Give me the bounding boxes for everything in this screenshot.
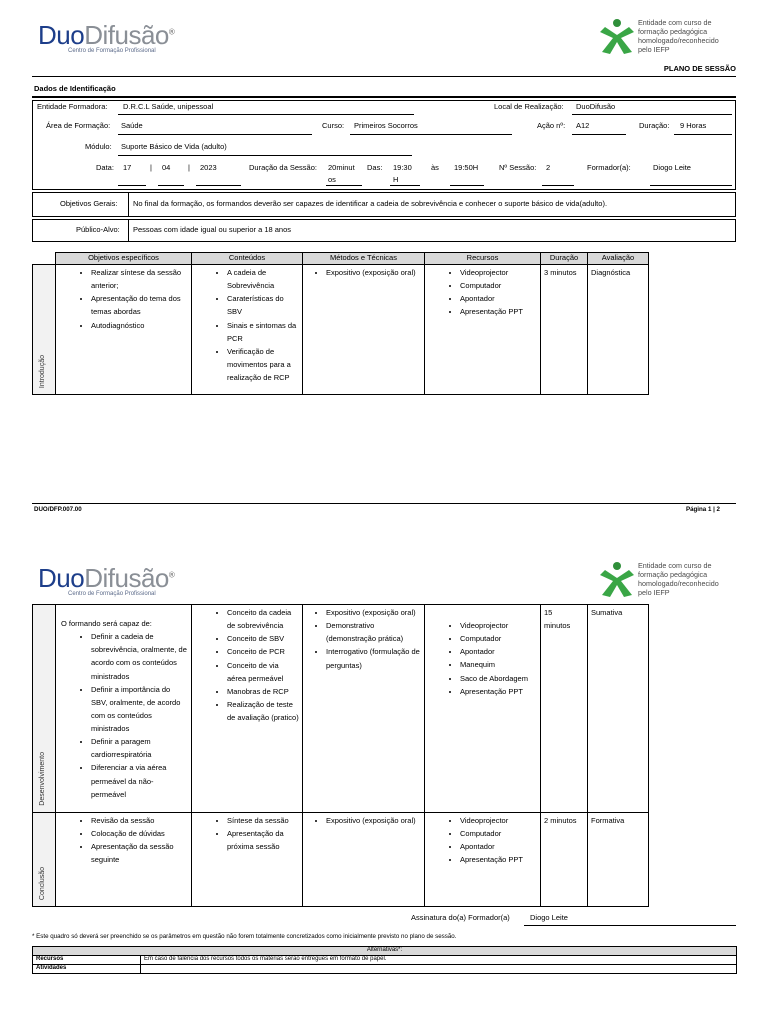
das-value-2: H	[393, 175, 399, 184]
badge-line-1: Entidade com curso de	[638, 561, 712, 570]
publico-value: Pessoas com idade igual ou superior a 18 anos	[133, 225, 292, 234]
logo-word-difusao: Difusão	[84, 20, 169, 50]
list-item: • Conceito de SBV	[227, 632, 299, 645]
list-item: • Conceito de via aérea permeável	[227, 659, 299, 685]
data-year: 2023	[200, 163, 217, 172]
header-conteudos: Conteúdos	[192, 253, 303, 265]
duracao-label: Duração:	[639, 121, 670, 130]
badge-line-3: homologado/reconhecido	[638, 36, 719, 45]
list-item: • Manobras de RCP	[227, 685, 299, 698]
intro-duracao: 3 minutos	[541, 265, 588, 395]
list-item: • Expositivo (exposição oral)	[326, 266, 421, 279]
list-item: • Demonstrativo (demonstração prática)	[326, 619, 421, 645]
header-objetivos: Objetivos específicos	[56, 253, 192, 265]
acao-label: Ação nº:	[537, 121, 566, 130]
footnote: * Este quadro só deverá ser preenchido se os parâmetros em questão não forem totalmente concretizados como inicialmente previsto no plano de sessão.	[32, 933, 457, 940]
list-item: • Caraterísticas do SBV	[227, 292, 299, 318]
list-item: • Realização de teste de avaliação (pratico)	[227, 698, 299, 724]
list-item: • Apontador	[460, 645, 537, 658]
list-item: • Definir a paragem cardiorrespiratória	[91, 735, 188, 761]
data-separator-2: |	[188, 163, 190, 172]
alternativas-header: Alternativas*:	[33, 947, 737, 956]
nsessao-value: 2	[546, 163, 551, 172]
phase-desenvolvimento: Desenvolvimento	[39, 752, 46, 806]
list-item: • Manequim	[460, 658, 537, 671]
conc-avaliacao: Formativa	[588, 813, 649, 907]
alt-row-label: Recursos	[33, 955, 141, 964]
modulo-value: Suporte Básico de Vida (adulto)	[121, 142, 227, 151]
list-item: • Expositivo (exposição oral)	[326, 606, 421, 619]
logo-word-duo: Duo	[38, 20, 85, 50]
acao-value: A12	[576, 121, 590, 130]
formador-label: Formador(a):	[587, 163, 631, 172]
list-item: • Autodiagnóstico	[91, 319, 188, 332]
duracao-value: 9 Horas	[680, 121, 707, 130]
logo-word-difusao: Difusão	[84, 563, 169, 593]
header-recursos: Recursos	[425, 253, 541, 265]
duracao-sessao-value-2: os	[328, 175, 336, 184]
objetivos-value: No final da formação, os formandos deverão ser capazes de identificar a cadeia de sobrevivência e conhecer o suporte básico de vida(adulto).	[133, 199, 608, 208]
list-item: • Videoprojector	[460, 619, 537, 632]
alternativas-table	[32, 946, 737, 974]
list-item: • Apresentação PPT	[460, 853, 537, 866]
footer-page-number: Página 1 | 2	[685, 506, 720, 513]
list-item: • Apresentação da sessão seguinte	[91, 840, 188, 866]
logo-word-duo: Duo	[38, 563, 85, 593]
list-item: • Sinais e sintomas da PCR	[227, 319, 299, 345]
list-item: • Síntese da sessão	[227, 814, 299, 827]
logo-subtitle-page2: Centro de Formação Profissional	[68, 591, 156, 597]
registered-mark: ®	[168, 570, 175, 580]
phase-introducao: Introdução	[39, 354, 46, 388]
table-row	[33, 964, 737, 973]
list-item: • Apresentação do tema dos temas abordas	[91, 292, 188, 318]
modulo-label: Módulo:	[85, 142, 112, 151]
session-plan-table-dev	[32, 604, 649, 907]
phase-conclusao: Conclusão	[39, 866, 46, 900]
duodifusao-logo	[38, 20, 174, 51]
footer-doc-code: DUO/DFP.007.00	[34, 506, 82, 513]
dev-intro-text: O formando será capaz de:	[61, 619, 152, 628]
list-item: • Computador	[460, 827, 537, 840]
list-item: • Computador	[460, 279, 537, 292]
list-item: • Definir a importância do SBV, oralmente, de acordo com os conteúdos ministrados	[91, 683, 188, 736]
list-item: • Expositivo (exposição oral)	[326, 814, 421, 827]
duracao-sessao-value-1: 20minut	[328, 163, 355, 172]
list-item: • Videoprojector	[460, 814, 537, 827]
nsessao-label: Nº Sessão:	[499, 163, 537, 172]
list-item: • Videoprojector	[460, 266, 537, 279]
header-duracao: Duração	[541, 253, 588, 265]
badge-line-4: pelo IEFP	[638, 588, 670, 597]
conclusao-row	[33, 813, 649, 907]
list-item: • Diferenciar a via aérea permeável da não-permeável	[91, 761, 188, 800]
duracao-sessao-label: Duração da Sessão:	[249, 163, 317, 172]
dev-duracao-1: 15	[544, 608, 553, 617]
page-title: PLANO DE SESSÃO	[663, 64, 736, 73]
data-label: Data:	[96, 163, 114, 172]
list-item: • Conceito de PCR	[227, 645, 299, 658]
header-avaliacao: Avaliação	[588, 253, 649, 265]
list-item: • Colocação de dúvidas	[91, 827, 188, 840]
badge-line-4: pelo IEFP	[638, 45, 670, 54]
list-item: • Realizar síntese da sessão anterior;	[91, 266, 188, 292]
iefp-badge	[596, 18, 736, 60]
desenvolvimento-row	[33, 605, 649, 813]
dev-duracao-2: minutos	[544, 621, 571, 631]
iefp-star-icon	[596, 18, 638, 58]
list-item: • Verificação de movimentos para a realização de RCP	[227, 345, 299, 384]
list-item: • Apontador	[460, 292, 537, 305]
badge-line-2: formação pedagógica	[638, 27, 708, 36]
badge-line-3: homologado/reconhecido	[638, 579, 719, 588]
list-item: • Apresentação da próxima sessão	[227, 827, 299, 853]
registered-mark: ®	[168, 27, 175, 37]
area-label: Área de Formação:	[46, 121, 111, 130]
signature-label: Assinatura do(a) Formador(a)	[411, 913, 510, 922]
alt-row-label: Atividades	[33, 964, 141, 973]
dev-avaliacao: Sumativa	[588, 605, 649, 813]
curso-label: Curso:	[322, 121, 345, 130]
as-label: às	[431, 163, 439, 172]
formador-value: Diogo Leite	[653, 163, 691, 172]
intro-avaliacao: Diagnóstica	[588, 265, 649, 395]
list-item: • Interrogativo (formulação de perguntas)	[326, 645, 421, 671]
header-metodos: Métodos e Técnicas	[303, 253, 425, 265]
curso-value: Primeiros Socorros	[354, 121, 418, 130]
data-separator-1: |	[150, 163, 152, 172]
list-item: • Revisão da sessão	[91, 814, 188, 827]
list-item: • Apresentação PPT	[460, 305, 537, 318]
local-value: DuoDifusão	[576, 102, 616, 111]
entidade-label: Entidade Formadora:	[37, 102, 108, 111]
intro-row	[33, 265, 649, 395]
entidade-value: D.R.C.L Saúde, unipessoal	[123, 102, 214, 111]
signature-value: Diogo Leite	[530, 913, 568, 922]
list-item: • Computador	[460, 632, 537, 645]
list-item: • Conceito da cadeia de sobrevivência	[227, 606, 299, 632]
conc-duracao: 2 minutos	[541, 813, 588, 907]
iefp-badge-page2	[596, 561, 736, 603]
list-item: • A cadeia de Sobrevivência	[227, 266, 299, 292]
alt-row-value	[141, 964, 737, 973]
iefp-star-icon	[596, 561, 638, 601]
list-item: • Saco de Abordagem	[460, 672, 537, 685]
list-item: • Apontador	[460, 840, 537, 853]
list-item: • Definir a cadeia de sobrevivência, oralmente, de acordo com os conteúdos ministrados	[91, 630, 188, 683]
table-row	[33, 955, 737, 964]
data-month: 04	[162, 163, 171, 172]
publico-label: Público-Alvo:	[76, 225, 120, 234]
badge-line-2: formação pedagógica	[638, 570, 708, 579]
list-item: • Apresentação PPT	[460, 685, 537, 698]
das-label: Das:	[367, 163, 383, 172]
section-title: Dados de Identificação	[34, 84, 116, 93]
duodifusao-logo-page2	[38, 563, 174, 594]
as-value: 19:50H	[454, 163, 479, 172]
area-value: Saúde	[121, 121, 143, 130]
local-label: Local de Realização:	[494, 102, 564, 111]
badge-line-1: Entidade com curso de	[638, 18, 712, 27]
das-value-1: 19:30	[393, 163, 412, 172]
session-plan-table-intro	[32, 252, 649, 395]
logo-subtitle: Centro de Formação Profissional	[68, 48, 156, 54]
objetivos-label: Objetivos Gerais:	[60, 199, 118, 208]
data-day: 17	[123, 163, 132, 172]
alt-row-value: Em caso de falência dos recursos todos os matérias serão entregues em formato de papel.	[141, 955, 737, 964]
